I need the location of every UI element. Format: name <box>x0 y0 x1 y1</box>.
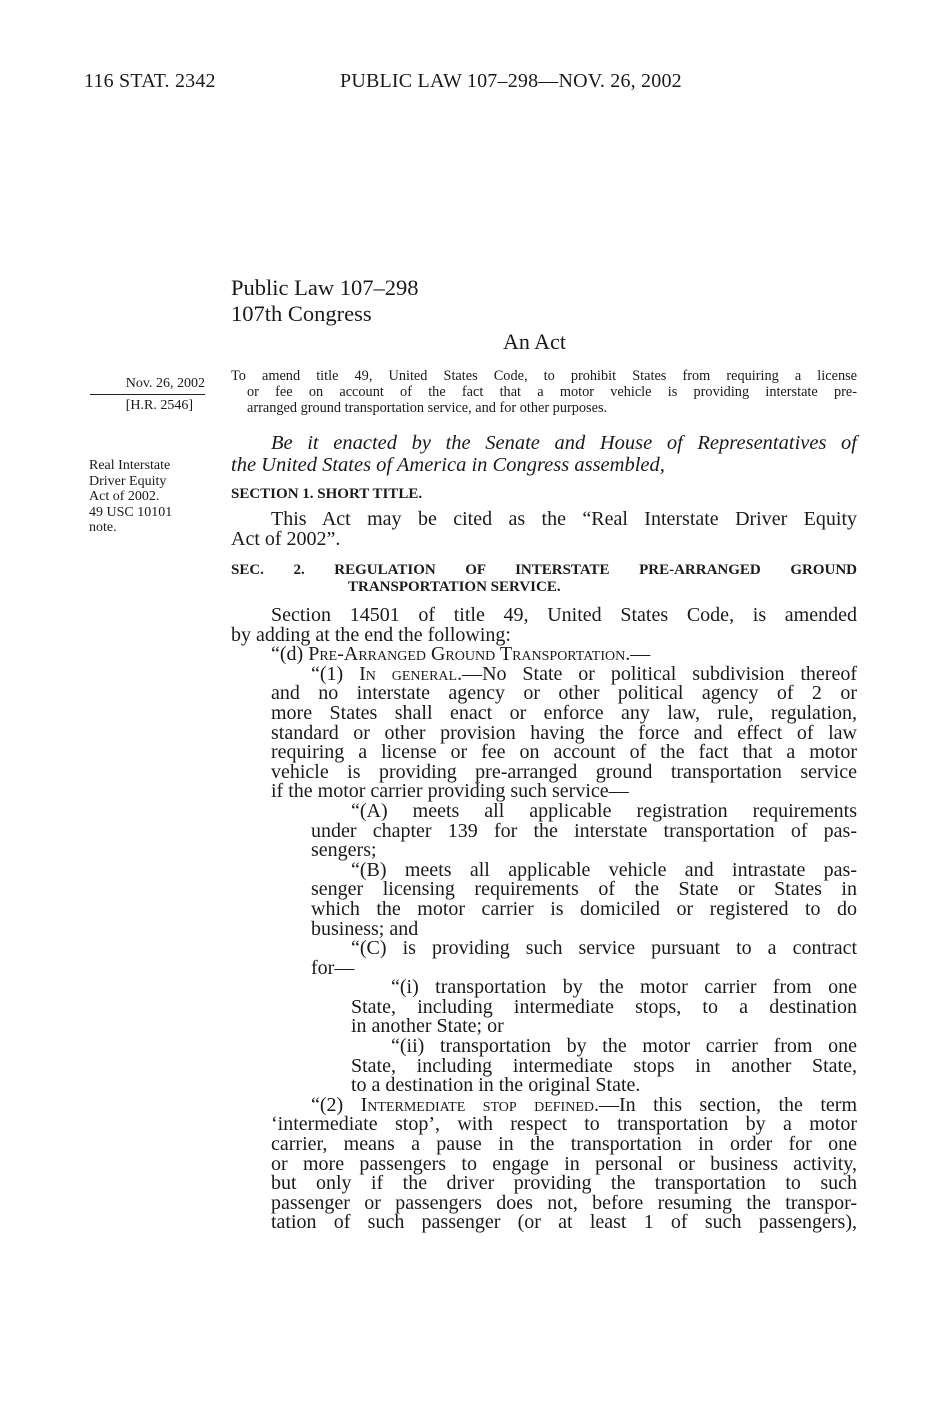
section-2-heading-line: TRANSPORTATION SERVICE. <box>348 579 561 595</box>
section-2-heading-line: SEC. 2. REGULATION OF INTERSTATE PRE-ARRANGED GROUND <box>231 562 857 578</box>
body-line: vehicle is providing pre-arranged ground transportation service <box>271 760 857 783</box>
body-line: passenger or passengers does not, before resuming the transpor- <box>271 1191 857 1214</box>
law-title-block <box>231 275 418 327</box>
subparagraph-a-line: sengers; <box>311 839 377 862</box>
section-1-body <box>231 510 857 549</box>
body-line: ‘intermediate stop’, with respect to transportation by a motor <box>271 1113 857 1136</box>
body-line: or more passengers to engage in personal or business activity, <box>271 1152 857 1175</box>
act-heading: An Act <box>503 329 566 354</box>
section-2-body <box>231 606 857 1233</box>
body-line: Act of 2002”. <box>231 527 341 550</box>
margin-note-line: 49 USC 10101 <box>89 504 173 520</box>
public-law-number: Public Law 107–298 <box>231 275 419 300</box>
body-line: but only if the driver providing the transportation to such <box>271 1172 857 1195</box>
subparagraph-b-line: senger licensing requirements of the State or States in <box>311 878 857 901</box>
body-line: if the motor carrier providing such service— <box>271 780 629 803</box>
clause-i-line: in another State; or <box>351 1015 504 1038</box>
clause-ii-line: to a destination in the original State. <box>351 1074 641 1097</box>
paragraph-1-first-line: “(1) In general.—No State or political subdivision thereof <box>311 662 857 685</box>
enacting-line: the United States of America in Congress assembled, <box>231 454 665 476</box>
congress-number: 107th Congress <box>231 301 372 326</box>
subparagraph-a-line: “(A) meets all applicable registration requirements <box>351 799 857 822</box>
margin-bill-number: [H.R. 2546] <box>125 398 193 413</box>
margin-note-line: Real Interstate <box>89 458 171 473</box>
purpose-line: To amend title 49, United States Code, to prohibit States from requiring a license <box>231 368 857 384</box>
enacting-line: Be it enacted by the Senate and House of Representatives of <box>271 432 857 454</box>
body-line: more States shall enact or enforce any law, rule, regulation, <box>271 701 857 724</box>
margin-note-line: note. <box>89 520 117 535</box>
body-line: carrier, means a pause in the transportation in order for one <box>271 1133 857 1156</box>
margin-date-block <box>90 376 205 414</box>
purpose-line: arranged ground transportation service, and for other purposes. <box>247 400 608 416</box>
margin-note-line: Act of 2002. <box>89 489 160 504</box>
subparagraph-b-line: “(B) meets all applicable vehicle and intrastate pas- <box>351 858 857 881</box>
section-1-heading: SECTION 1. SHORT TITLE. <box>231 486 423 502</box>
subparagraph-b-line: which the motor carrier is domiciled or registered to do <box>311 897 857 920</box>
body-line: requiring a license or fee on account of the fact that a motor <box>271 741 857 764</box>
subparagraph-b-line: business; and <box>311 917 419 940</box>
subparagraph-c-line: “(C) is providing such service pursuant to a contract <box>351 937 857 960</box>
margin-note <box>89 458 209 536</box>
body-line: This Act may be cited as the “Real Interstate Driver Equity <box>271 508 857 530</box>
subsection-d-heading: “(d) Pre-Arranged Ground Transportation.— <box>271 643 651 666</box>
purpose-line: or fee on account of the fact that a motor vehicle is providing interstate pre- <box>247 384 857 400</box>
clause-ii-line: State, including intermediate stops in another State, <box>351 1054 857 1077</box>
margin-date: Nov. 26, 2002 <box>90 376 205 395</box>
body-line: and no interstate agency or other political agency of 2 or <box>271 682 857 705</box>
purpose-clause <box>231 368 857 416</box>
clause-ii-line: “(ii) transportation by the motor carrier from one <box>391 1035 857 1058</box>
margin-note-line: Driver Equity <box>89 473 167 489</box>
subparagraph-a-line: under chapter 139 for the interstate transportation of pas- <box>311 819 857 842</box>
paragraph-2-first-line: “(2) Intermediate stop defined.—In this section, the term <box>311 1093 857 1116</box>
enacting-clause <box>231 432 857 476</box>
body-line: standard or other provision having the force and effect of law <box>271 721 857 744</box>
section-2-heading <box>231 562 857 596</box>
clause-i-line: State, including intermediate stops, to a destination <box>351 995 857 1018</box>
page-number: 116 STAT. 2342 <box>84 70 216 92</box>
clause-i-line: “(i) transportation by the motor carrier from one <box>391 976 857 999</box>
body-line: by adding at the end the following: <box>231 623 511 646</box>
running-head: PUBLIC LAW 107–298—NOV. 26, 2002 <box>340 70 682 92</box>
body-line: Section 14501 of title 49, United States Code, is amended <box>271 604 857 626</box>
body-line: tation of such passenger (or at least 1 of such passengers), <box>271 1211 857 1234</box>
subparagraph-c-line: for— <box>311 956 355 979</box>
